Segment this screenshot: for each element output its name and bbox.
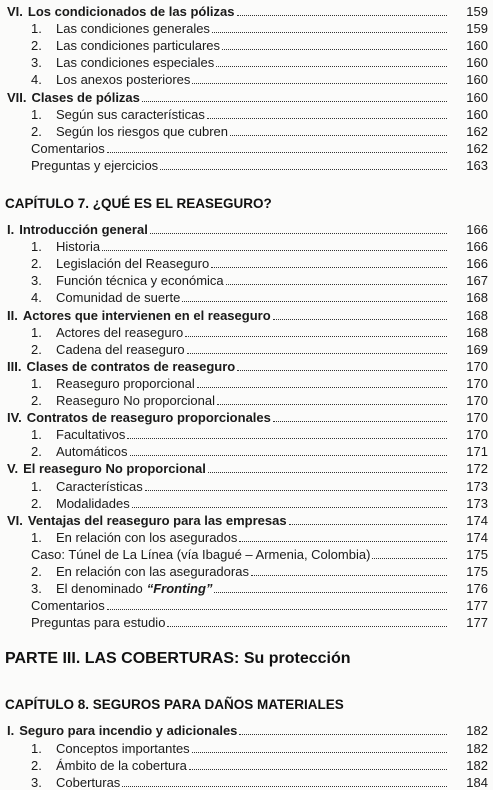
entry-title: Historia	[56, 239, 101, 255]
entry-number: 2.	[31, 123, 42, 139]
entry-number: I.	[7, 222, 15, 237]
page-number: 170	[466, 410, 488, 426]
entry-number: 1.	[31, 106, 42, 122]
entry-number: V.	[7, 461, 19, 477]
entry-number: 1.	[31, 324, 42, 340]
toc-entry	[0, 613, 493, 630]
page-number: 167	[466, 273, 488, 289]
dot-leader	[185, 336, 447, 337]
entry-title: Automáticos	[56, 444, 128, 460]
page-number: 160	[466, 72, 488, 88]
dot-leader	[102, 250, 447, 251]
toc-entry	[0, 545, 493, 562]
toc-entry	[0, 579, 493, 596]
dot-leader	[239, 734, 447, 735]
page-number: 173	[466, 478, 488, 494]
entry-number: 1.	[31, 740, 42, 756]
page-number: 166	[466, 256, 488, 272]
entry-title: Modalidades	[56, 495, 130, 511]
entry-title: Caso: Túnel de La Línea (vía Ibagué – Armenia, Colombia)	[31, 546, 371, 562]
dot-leader	[237, 370, 447, 371]
page-number: 184	[466, 774, 488, 790]
entry-title: En relación con las aseguradoras	[56, 564, 249, 579]
page-number: 159	[466, 21, 488, 37]
entry-title-emphasis: “Fronting”	[146, 581, 213, 597]
toc-entry	[0, 323, 493, 340]
toc-entry	[0, 105, 493, 122]
page-number: 174	[466, 529, 488, 545]
dot-leader	[214, 592, 447, 593]
toc-entry	[0, 122, 493, 139]
entry-number: 1.	[31, 21, 42, 37]
entry-title: Reaseguro proporcional	[56, 375, 195, 391]
dot-leader	[192, 83, 447, 84]
entry-title: Preguntas y ejercicios	[31, 157, 159, 173]
page-number: 169	[466, 341, 488, 357]
toc-entry	[0, 721, 493, 738]
entry-number: VII.	[7, 89, 27, 105]
page-number: 175	[466, 546, 488, 562]
entry-number: 2.	[31, 444, 42, 460]
entry-title: Contratos de reaseguro proporcionales	[26, 410, 271, 426]
toc-entry	[0, 596, 493, 613]
toc-entry	[0, 562, 493, 579]
dot-leader	[182, 301, 447, 302]
entry-number: 1.	[31, 375, 42, 391]
dot-leader	[226, 284, 447, 285]
entry-number: 1.	[31, 529, 42, 545]
dot-leader	[160, 169, 447, 170]
toc-entry	[0, 477, 493, 494]
dot-leader	[145, 490, 447, 491]
chapter-heading: CAPÍTULO 8. SEGUROS PARA DAÑOS MATERIALES	[5, 697, 344, 713]
toc-entry	[0, 442, 493, 459]
entry-title: Según los riesgos que cubren	[56, 123, 229, 139]
page-number: 170	[466, 375, 488, 391]
page-number: 170	[466, 427, 488, 443]
page-number: 170	[466, 358, 488, 374]
page-number: 176	[466, 581, 488, 597]
toc-entry	[0, 756, 493, 773]
entry-title: Facultativos	[56, 427, 126, 443]
page-number: 160	[466, 38, 488, 54]
page-number: 163	[466, 157, 488, 173]
page-number: 160	[466, 106, 488, 122]
page-number: 175	[466, 564, 488, 579]
entry-title: Comunidad de suerte	[56, 290, 181, 306]
toc-entry	[0, 374, 493, 391]
entry-number: II.	[7, 307, 18, 323]
page-number: 166	[466, 222, 488, 237]
entry-title: Coberturas	[56, 774, 121, 790]
page-number: 177	[466, 615, 488, 631]
page-number: 168	[466, 324, 488, 340]
dot-leader	[207, 118, 447, 119]
page-number: 162	[466, 140, 488, 156]
entry-number: 4.	[31, 290, 42, 306]
entry-title: Cadena del reaseguro	[56, 341, 185, 357]
entry-number: 2.	[31, 495, 42, 511]
entry-title: Características	[56, 478, 143, 494]
entry-title: En relación con los asegurados	[56, 529, 238, 545]
entry-number: 3.	[31, 774, 42, 790]
toc-entry	[0, 88, 493, 105]
dot-leader	[289, 524, 447, 525]
entry-number: 2.	[31, 393, 42, 408]
entry-number: IV.	[7, 410, 22, 426]
page-number: 162	[466, 123, 488, 139]
entry-number: I.	[7, 723, 15, 739]
dot-leader	[273, 319, 447, 320]
dot-leader	[150, 233, 447, 234]
page-number: 159	[466, 4, 488, 19]
page-number: 166	[466, 239, 488, 255]
page-number: 168	[466, 307, 488, 323]
entry-title: Función técnica y económica	[56, 273, 224, 289]
toc-entry	[0, 70, 493, 87]
toc-entry	[0, 511, 493, 528]
dot-leader	[127, 438, 447, 439]
toc-entry	[0, 254, 493, 271]
dot-leader	[216, 66, 447, 67]
toc-entry	[0, 459, 493, 476]
entry-title: Los anexos posteriores	[56, 72, 191, 88]
dot-leader	[273, 421, 447, 422]
entry-number: 3.	[31, 581, 42, 597]
toc-entry	[0, 528, 493, 545]
dot-leader	[197, 387, 447, 388]
dot-leader	[192, 752, 447, 753]
chapter-heading: CAPÍTULO 7. ¿QUÉ ES EL REASEGURO?	[5, 196, 272, 211]
entry-title: Introducción general	[19, 222, 148, 237]
dot-leader	[212, 32, 447, 33]
page-number: 173	[466, 495, 488, 511]
page-number: 160	[466, 55, 488, 71]
toc-entry	[0, 494, 493, 511]
entry-number: 2.	[31, 256, 42, 272]
entry-title: El reaseguro No proporcional	[23, 461, 206, 477]
dot-leader	[372, 558, 447, 559]
page-number: 160	[466, 89, 488, 105]
toc-entry	[0, 139, 493, 156]
entry-number: VI.	[7, 512, 23, 528]
entry-title: Las condiciones especiales	[56, 55, 215, 71]
toc-entry	[0, 408, 493, 425]
dot-leader	[187, 353, 447, 354]
entry-title: Legislación del Reaseguro	[56, 256, 210, 272]
dot-leader	[211, 267, 447, 268]
entry-title: Comentarios	[31, 140, 105, 156]
entry-title: Las condiciones particulares	[56, 38, 221, 54]
toc-entry	[0, 53, 493, 70]
toc-entry	[0, 271, 493, 288]
entry-number: 1.	[31, 478, 42, 494]
toc-entry	[0, 237, 493, 254]
page-number: 168	[466, 290, 488, 306]
page-number: 170	[466, 393, 488, 408]
entry-number: 2.	[31, 757, 42, 773]
entry-number: 1.	[31, 239, 42, 255]
entry-title: Las condiciones generales	[56, 21, 210, 37]
entry-title: Reaseguro No proporcional	[56, 393, 215, 408]
toc-entry	[0, 773, 493, 790]
entry-title: Según sus características	[56, 106, 205, 122]
toc-entry	[0, 156, 493, 173]
dot-leader	[222, 49, 447, 50]
toc-entry	[0, 36, 493, 53]
dot-leader	[167, 626, 447, 627]
entry-number: 2.	[31, 564, 42, 579]
entry-title: Conceptos importantes	[56, 740, 190, 756]
page-number: 171	[466, 444, 488, 460]
dot-leader	[107, 152, 447, 153]
toc-entry	[0, 739, 493, 756]
entry-number: III.	[7, 358, 22, 374]
dot-leader	[130, 455, 447, 456]
page-number: 177	[466, 598, 488, 614]
entry-number: 2.	[31, 341, 42, 357]
toc-entry	[0, 340, 493, 357]
entry-title: El denominado	[56, 581, 143, 597]
entry-title: Ventajas del reaseguro para las empresas	[27, 512, 287, 528]
toc-entry	[0, 220, 493, 237]
dot-leader	[189, 769, 447, 770]
part-heading: PARTE III. LAS COBERTURAS: Su protección	[5, 650, 351, 668]
entry-number: 2.	[31, 38, 42, 54]
entry-title: Seguro para incendio y adicionales	[19, 723, 238, 739]
entry-number: 3.	[31, 55, 42, 71]
dot-leader	[239, 541, 447, 542]
page-number: 182	[466, 723, 488, 739]
entry-title: Clases de pólizas	[31, 89, 140, 105]
dot-leader	[107, 609, 447, 610]
toc-entry	[0, 357, 493, 374]
dot-leader	[208, 472, 447, 473]
dot-leader	[237, 15, 447, 16]
toc-entry	[0, 306, 493, 323]
entry-title: Ámbito de la cobertura	[56, 757, 187, 773]
page-number: 172	[466, 461, 488, 477]
toc-entry	[0, 19, 493, 36]
dot-leader	[251, 575, 447, 576]
entry-title: Comentarios	[31, 598, 105, 614]
page-number: 174	[466, 512, 488, 528]
toc-entry	[0, 425, 493, 442]
dot-leader	[217, 404, 447, 405]
entry-number: VI.	[7, 4, 23, 19]
toc-entry	[0, 391, 493, 408]
entry-number: 3.	[31, 273, 42, 289]
dot-leader	[132, 507, 447, 508]
dot-leader	[122, 786, 447, 787]
dot-leader	[142, 101, 447, 102]
toc-entry	[0, 288, 493, 305]
page-number: 182	[466, 740, 488, 756]
toc-entry	[0, 2, 493, 19]
entry-title: Preguntas para estudio	[31, 615, 166, 631]
entry-title: Actores que intervienen en el reaseguro	[22, 307, 271, 323]
entry-number: 4.	[31, 72, 42, 88]
entry-title: Clases de contratos de reaseguro	[26, 358, 236, 374]
entry-title: Los condicionados de las pólizas	[27, 4, 235, 19]
entry-number: 1.	[31, 427, 42, 443]
page-number: 182	[466, 757, 488, 773]
dot-leader	[230, 135, 447, 136]
entry-title: Actores del reaseguro	[56, 324, 184, 340]
